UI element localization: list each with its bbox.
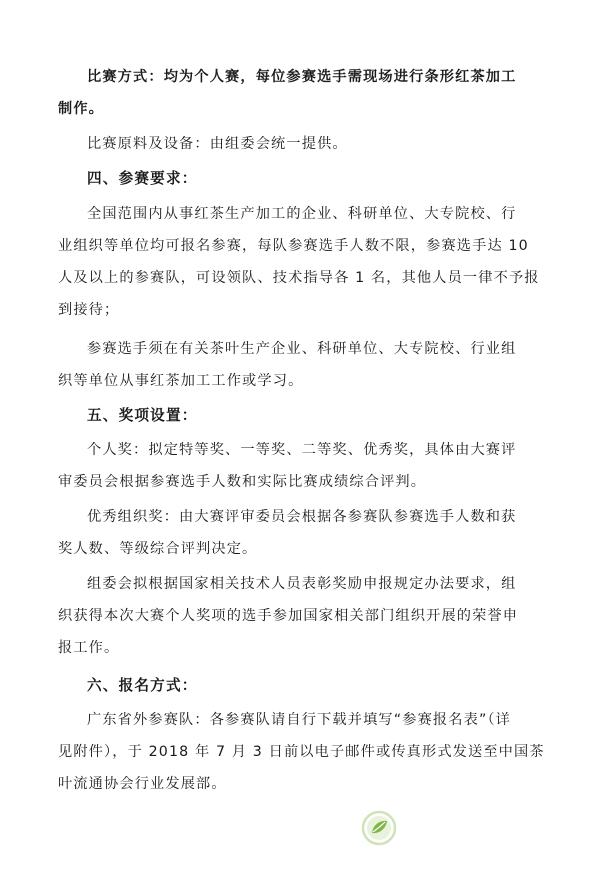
section6-title: 六、报名方式： bbox=[87, 677, 198, 694]
award3-line3: 报工作。 bbox=[58, 640, 120, 656]
reg-line1: 广东省外参赛队：各参赛队请自行下载并填写“参赛报名表”（详 bbox=[87, 712, 512, 728]
reg-line2: 见附件），于 2018 年 7 月 3 日前以电子邮件或传真形式发送至中国茶 bbox=[58, 744, 545, 760]
req1-line2: 业组织等单位均可报名参赛，每队参赛选手人数不限，参赛选手达 10 bbox=[58, 238, 529, 254]
registration-paragraph bbox=[58, 704, 557, 800]
format-paragraph bbox=[58, 61, 557, 125]
award-paragraph-1 bbox=[58, 434, 557, 498]
req2-line2: 织等单位从事红茶加工工作或学习。 bbox=[58, 373, 304, 389]
format-text-line2: 制作。 bbox=[58, 101, 105, 117]
award-paragraph-2 bbox=[58, 501, 557, 565]
format-label: 比赛方式： bbox=[87, 69, 164, 85]
award1-line1: 个人奖：拟定特等奖、一等奖、二等奖、优秀奖，具体由大赛评 bbox=[87, 442, 517, 458]
req1-line4: 到接待； bbox=[58, 302, 120, 318]
req2-line1: 参赛选手须在有关茶叶生产企业、科研单位、大专院校、行业组 bbox=[87, 341, 517, 357]
award1-line2: 审委员会根据参赛选手人数和实际比赛成绩综合评判。 bbox=[58, 474, 427, 490]
requirements-paragraph-1 bbox=[58, 198, 557, 326]
req1-line1: 全国范围内从事红茶生产加工的企业、科研单位、大专院校、行 bbox=[87, 206, 517, 222]
award2-line2: 奖人数、等级综合评判决定。 bbox=[58, 541, 258, 557]
req1-line3: 人及以上的参赛队，可设领队、技术指导各 1 名，其他人员一律不予报 bbox=[58, 270, 540, 286]
leaf-logo-icon bbox=[361, 810, 397, 846]
award3-line1: 组委会拟根据国家相关技术人员表彰奖励申报规定办法要求，组 bbox=[87, 576, 517, 592]
format-text-line1: 均为个人赛，每位参赛选手需现场进行条形红茶加工 bbox=[163, 69, 517, 85]
section4-title: 四、参赛要求： bbox=[87, 170, 198, 187]
section5-title: 五、奖项设置： bbox=[87, 407, 198, 424]
reg-line3: 叶流通协会行业发展部。 bbox=[58, 776, 227, 792]
materials-paragraph bbox=[87, 128, 557, 160]
award-paragraph-3 bbox=[58, 568, 557, 664]
materials-line: 比赛原料及设备：由组委会统一提供。 bbox=[87, 136, 348, 152]
award3-line2: 织获得本次大赛个人奖项的选手参加国家相关部门组织开展的荣誉申 bbox=[58, 608, 519, 624]
award2-line1: 优秀组织奖：由大赛评审委员会根据各参赛队参赛选手人数和获 bbox=[87, 509, 517, 525]
requirements-paragraph-2 bbox=[58, 333, 557, 397]
